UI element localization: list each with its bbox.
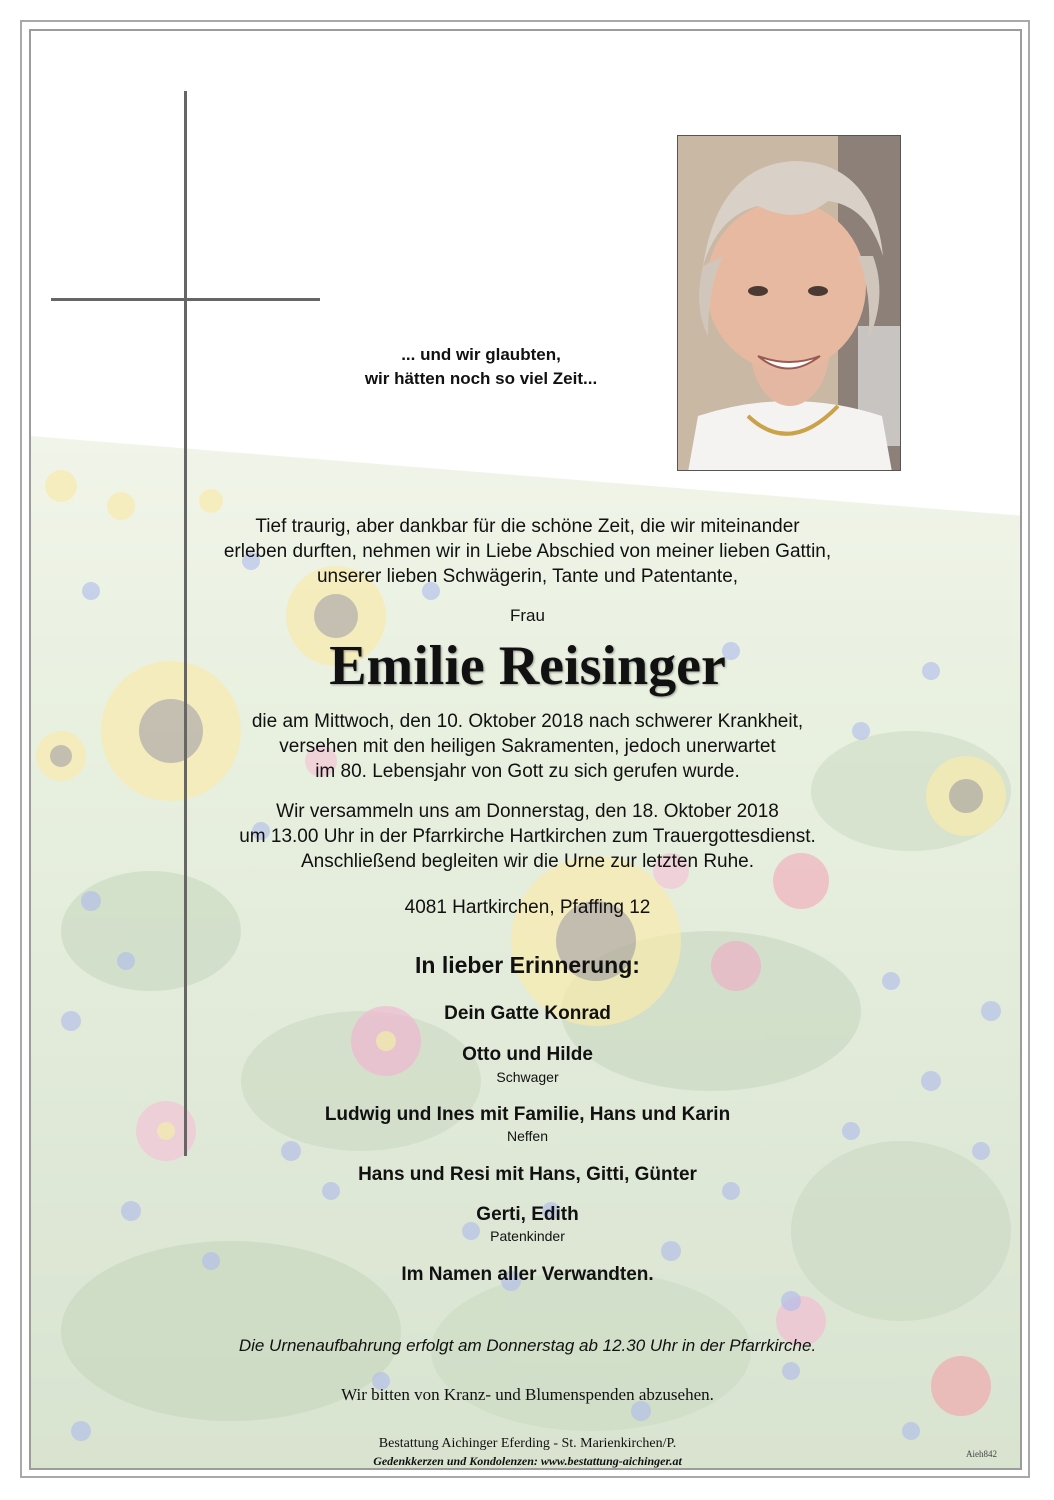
death-line: die am Mittwoch, den 10. Oktober 2018 nach schwerer Krankheit, — [251, 711, 804, 732]
mourner-names: Hans und Resi mit Hans, Gitti, Günter — [358, 1164, 697, 1185]
flowers-note: Wir bitten von Kranz- und Blumenspenden abzusehen. — [341, 1385, 714, 1404]
cross-horizontal-beam — [51, 298, 320, 301]
memory-heading: In lieber Erinnerung: — [415, 952, 640, 978]
mourner-names: Dein Gatte Konrad — [444, 1003, 611, 1024]
urn-note: Die Urnenaufbahrung erfolgt am Donnerstag ab 12.30 Uhr in der Pfarrkirche. — [238, 1336, 817, 1355]
death-notice — [31, 709, 1022, 784]
mourner-names: Im Namen aller Verwandten. — [401, 1264, 654, 1285]
quote — [281, 343, 681, 391]
deceased-name: Emilie Reisinger — [329, 635, 726, 697]
service-line: Wir versammeln uns am Donnerstag, den 18. Oktober 2018 — [276, 801, 779, 822]
undertaker: Bestattung Aichinger Eferding - St. Marienkirchen/P. — [378, 1436, 677, 1451]
contact-line: Gedenkkerzen und Kondolenzen: www.bestattung-aichinger.at — [373, 1454, 682, 1468]
intro-line: erleben durften, nehmen wir in Liebe Abschied von meiner lieben Gattin, — [223, 541, 832, 562]
death-line: im 80. Lebensjahr von Gott zu sich gerufen wurde. — [315, 761, 740, 782]
mourner-names: Gerti, Edith — [476, 1204, 579, 1225]
death-line: versehen mit den heiligen Sakramenten, jedoch unerwartet — [279, 736, 776, 757]
salutation: Frau — [510, 606, 545, 625]
address: 4081 Hartkirchen, Pfaffing 12 — [404, 897, 651, 918]
quote-line: wir hätten noch so viel Zeit... — [364, 369, 598, 388]
mourner-relation: Patenkinder — [490, 1228, 565, 1244]
portrait-photo — [677, 135, 901, 471]
intro-line: Tief traurig, aber dankbar für die schöne Zeit, die wir miteinander — [255, 516, 800, 537]
mourner-relation: Schwager — [496, 1069, 559, 1085]
service-line: Anschließend begleiten wir die Urne zur letzten Ruhe. — [300, 851, 755, 872]
service-notice — [31, 799, 1022, 874]
service-line: um 13.00 Uhr in der Pfarrkirche Hartkirchen zum Trauergottesdienst. — [239, 826, 816, 847]
quote-line: ... und wir glaubten, — [401, 345, 561, 364]
template-code: Aieh842 — [966, 1449, 997, 1459]
mourner-relation: Neffen — [507, 1128, 548, 1144]
mourner-names: Otto und Hilde — [462, 1044, 593, 1065]
portrait-illustration — [678, 136, 901, 471]
intro-text — [31, 514, 1022, 589]
obituary-card — [29, 29, 1022, 1470]
intro-line: unserer lieben Schwägerin, Tante und Patentante, — [316, 566, 739, 587]
mourner-names: Ludwig und Ines mit Familie, Hans und Karin — [324, 1104, 731, 1125]
